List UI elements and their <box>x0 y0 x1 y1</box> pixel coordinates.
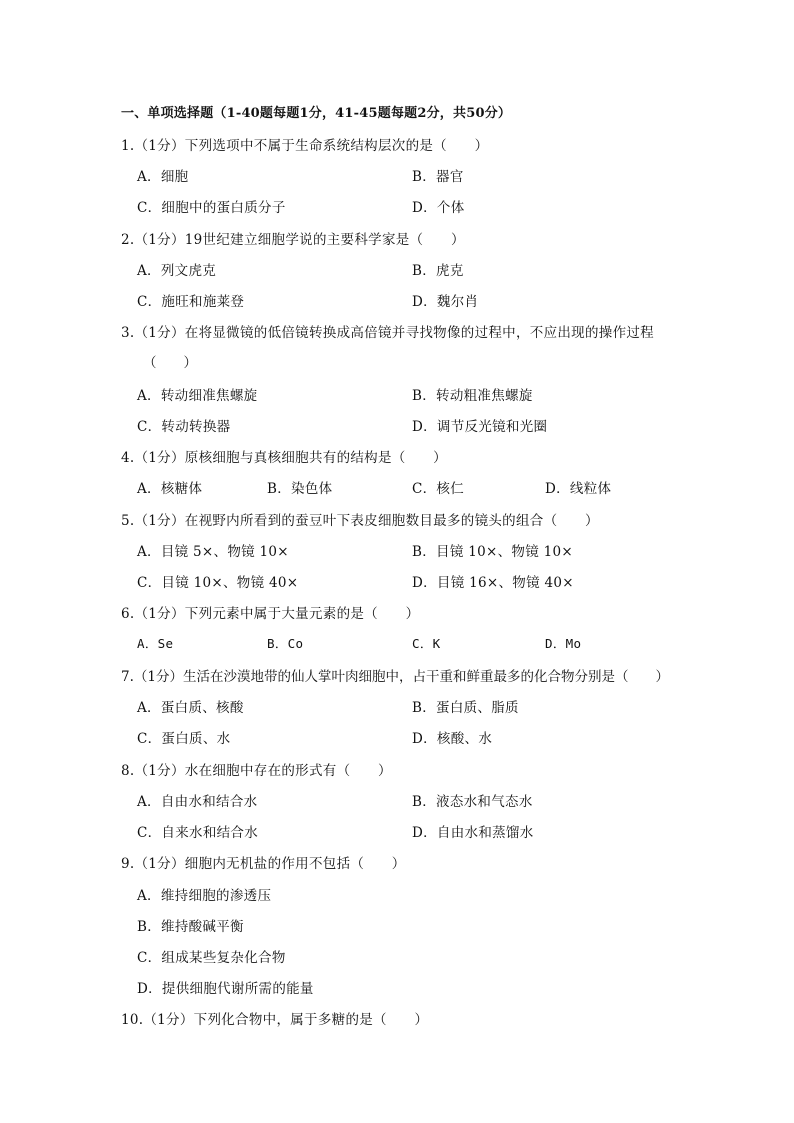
question-5-option-a[interactable]: A．目镜 5×、物镜 10× <box>137 544 289 560</box>
question-6-option-a[interactable]: A．Se <box>137 636 174 651</box>
question-4-stem: 4.（1分）原核细胞与真核细胞共有的结构是（ ） <box>121 450 447 466</box>
question-3-stem: 3.（1分）在将显微镜的低倍镜转换成高倍镜并寻找物像的过程中，不应出现的操作过程 <box>121 325 654 341</box>
question-3-option-b[interactable]: B．转动粗准焦螺旋 <box>412 388 533 404</box>
question-5-option-c[interactable]: C．目镜 10×、物镜 40× <box>137 575 299 591</box>
section-title: 一、单项选择题（1-40题每题1分，41-45题每题2分，共50分） <box>121 106 512 121</box>
question-7-stem: 7.（1分）生活在沙漠地带的仙人掌叶肉细胞中，占干重和鲜重最多的化合物分别是（ ） <box>121 669 669 685</box>
question-2-option-b[interactable]: B．虎克 <box>412 263 464 279</box>
question-3-option-c[interactable]: C．转动转换器 <box>137 419 231 435</box>
question-5-stem: 5.（1分）在视野内所看到的蚕豆叶下表皮细胞数目最多的镜头的组合（ ） <box>121 513 599 529</box>
question-8-stem: 8.（1分）水在细胞中存在的形式有（ ） <box>121 763 392 779</box>
question-1-stem: 1.（1分）下列选项中不属于生命系统结构层次的是（ ） <box>121 138 489 154</box>
question-2-stem: 2.（1分）19世纪建立细胞学说的主要科学家是（ ） <box>121 232 465 248</box>
question-4-option-c[interactable]: C．核仁 <box>412 481 465 497</box>
question-9-stem: 9.（1分）细胞内无机盐的作用不包括（ ） <box>121 856 406 872</box>
question-6-option-b[interactable]: B．Co <box>267 636 304 651</box>
question-6-option-c[interactable]: C．K <box>412 636 441 651</box>
question-4-option-a[interactable]: A．核糖体 <box>137 481 203 497</box>
question-7-option-c[interactable]: C．蛋白质、水 <box>137 731 231 747</box>
question-2-option-a[interactable]: A．列文虎克 <box>137 263 217 279</box>
question-6-stem: 6.（1分）下列元素中属于大量元素的是（ ） <box>121 606 420 622</box>
question-1-option-a[interactable]: A．细胞 <box>137 169 189 185</box>
question-5-option-d[interactable]: D．目镜 16×、物镜 40× <box>412 575 574 591</box>
question-2-option-d[interactable]: D．魏尔肖 <box>412 294 479 310</box>
question-1-option-b[interactable]: B．器官 <box>412 169 464 185</box>
question-8-option-a[interactable]: A．自由水和结合水 <box>137 794 258 810</box>
question-9-option-d[interactable]: D．提供细胞代谢所需的能量 <box>137 981 314 997</box>
question-3-option-d[interactable]: D．调节反光镜和光圈 <box>412 419 548 435</box>
question-7-option-a[interactable]: A．蛋白质、核酸 <box>137 700 244 716</box>
question-3-option-a[interactable]: A．转动细准焦螺旋 <box>137 388 258 404</box>
question-8-option-b[interactable]: B．液态水和气态水 <box>412 794 533 810</box>
question-4-option-d[interactable]: D．线粒体 <box>545 481 612 497</box>
question-4-option-b[interactable]: B．染色体 <box>267 481 333 497</box>
question-7-option-b[interactable]: B．蛋白质、脂质 <box>412 700 519 716</box>
question-8-option-d[interactable]: D．自由水和蒸馏水 <box>412 825 534 841</box>
question-9-option-b[interactable]: B．维持酸碱平衡 <box>137 919 244 935</box>
question-7-option-d[interactable]: D．核酸、水 <box>412 731 493 747</box>
question-5-option-b[interactable]: B．目镜 10×、物镜 10× <box>412 544 573 560</box>
question-8-option-c[interactable]: C．自来水和结合水 <box>137 825 259 841</box>
question-3-stem-continuation: （ ） <box>143 355 197 371</box>
question-2-option-c[interactable]: C．施旺和施莱登 <box>137 294 245 310</box>
question-10-stem: 10.（1分）下列化合物中，属于多糖的是（ ） <box>121 1012 429 1028</box>
question-9-option-c[interactable]: C．组成某些复杂化合物 <box>137 950 286 966</box>
question-6-option-d[interactable]: D．Mo <box>545 636 582 651</box>
question-1-option-d[interactable]: D．个体 <box>412 200 465 216</box>
question-1-option-c[interactable]: C．细胞中的蛋白质分子 <box>137 200 286 216</box>
question-9-option-a[interactable]: A．维持细胞的渗透压 <box>137 888 272 904</box>
